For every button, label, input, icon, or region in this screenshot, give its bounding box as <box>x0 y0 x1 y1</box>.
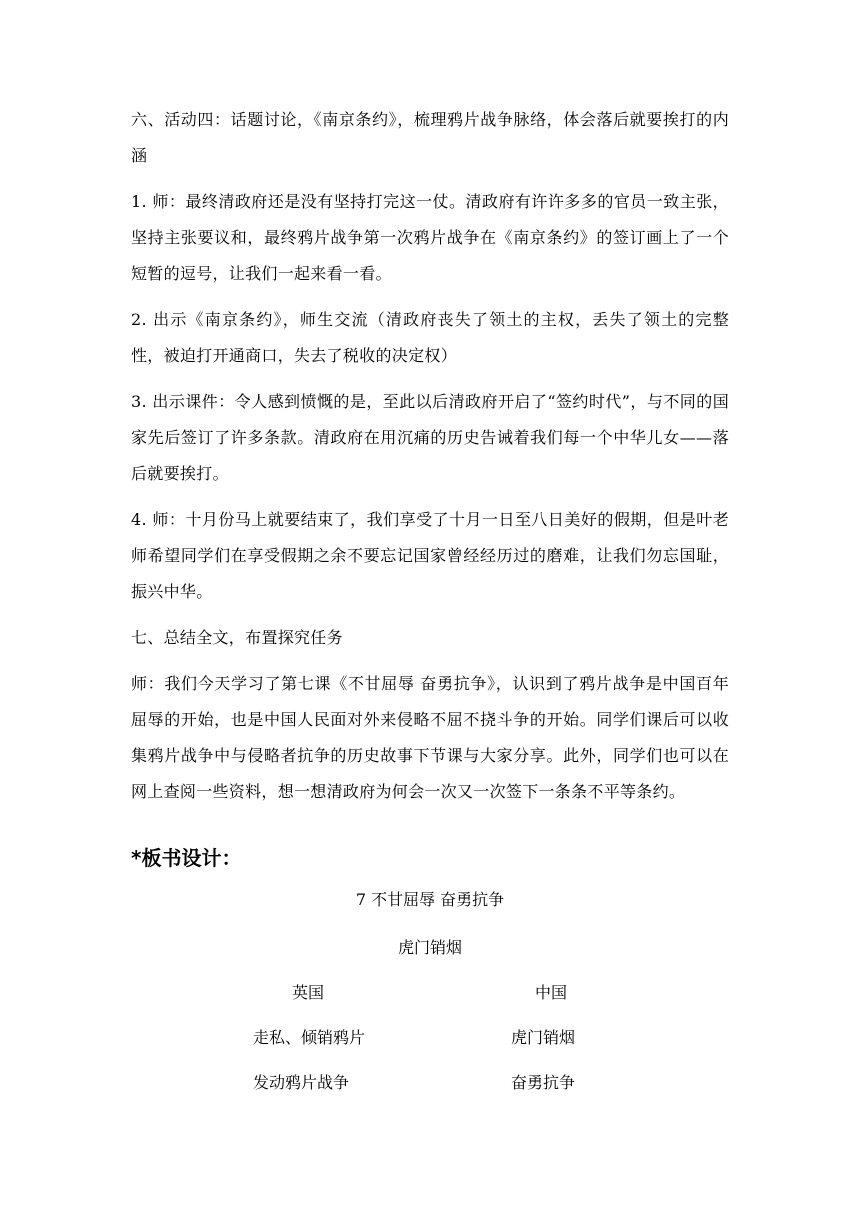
summary-text: 师：我们今天学习了第七课《不甘屈辱 奋勇抗争》，认识到了鸦片战争是中国百年屈辱的开始，也是中国人民面对外来侵略不屈不挠斗争的开始。同学们课后可以收集鸦片战争中与侵略者抗争的历史故事下节课与大家分享。此外，同学们也可以在网上查阅一些资料，想一想清政府为何会一次又一次签下一条条不平等条约。 <box>131 674 729 801</box>
activity4-item-3: 3. 出示课件：令人感到愤慨的是，至此以后清政府开启了“签约时代”，与不同的国家先后签订了许多条款。清政府在用沉痛的历史告诫着我们每一个中华儿女——落后就要挨打。 <box>131 392 729 483</box>
board-left-item-2: 发动鸦片战争 <box>253 1073 350 1092</box>
board-subtitle: 虎门销烟 <box>397 938 462 957</box>
board-title: 7 不甘屈辱 奋勇抗争 <box>355 890 505 909</box>
board-right-header: 中国 <box>535 983 568 1002</box>
activity4-item-1: 1. 师：最终清政府还是没有坚持打完这一仗。清政府有许许多多的官员一致主张，坚持主张要议和，最终鸦片战争第一次鸦片战争在《南京条约》的签订画上了一个短暂的逗号，让我们一起来看一看。 <box>131 192 729 283</box>
activity4-heading: 六、活动四：话题讨论，《南京条约》，梳理鸦片战争脉络，体会落后就要挨打的内涵 <box>131 110 729 165</box>
board-design-heading: *板书设计： <box>131 846 242 870</box>
board-left-item-1: 走私、倾销鸦片 <box>253 1028 366 1047</box>
activity4-item-2: 2. 出示《南京条约》，师生交流（清政府丧失了领土的主权，丢失了领土的完整性，被迫打开通商口，失去了税收的决定权） <box>131 310 729 365</box>
board-left-header: 英国 <box>292 983 325 1002</box>
board-right-item-1: 虎门销烟 <box>511 1028 576 1047</box>
activity4-item-4: 4. 师：十月份马上就要结束了，我们享受了十月一日至八日美好的假期，但是叶老师希望同学们在享受假期之余不要忘记国家曾经经历过的磨难，让我们勿忘国耻，振兴中华。 <box>131 510 729 601</box>
board-right-item-2: 奋勇抗争 <box>511 1073 576 1092</box>
summary-heading: 七、总结全文，布置探究任务 <box>131 628 343 647</box>
document-body <box>131 102 729 872</box>
